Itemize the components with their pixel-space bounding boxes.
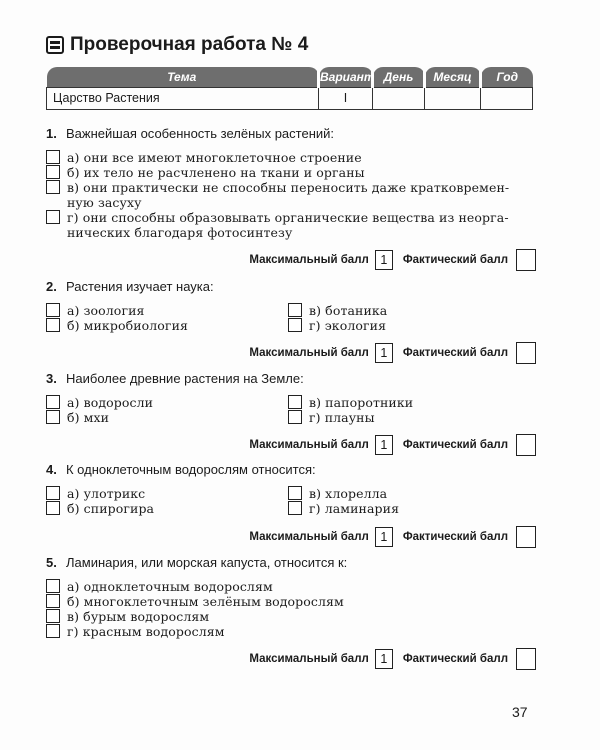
- answer-checkbox[interactable]: [46, 210, 60, 224]
- column-month: Месяц: [425, 67, 481, 87]
- question-number: 2.: [46, 279, 57, 294]
- answer-checkbox[interactable]: [288, 501, 302, 515]
- list-icon: [46, 36, 64, 54]
- option-d: г) экология: [288, 318, 530, 333]
- answer-checkbox[interactable]: [288, 410, 302, 424]
- option-b: б) спирогира: [46, 501, 288, 516]
- question-text: К одноклеточным водорослям относится:: [66, 462, 316, 477]
- option-c: в) папоротники: [288, 395, 530, 410]
- option-d: г) ламинария: [288, 501, 530, 516]
- answer-checkbox[interactable]: [46, 501, 60, 515]
- option-d: г) они способны образовывать органические вещества из неорга- нических благодаря фотосинтезу: [46, 210, 536, 240]
- option-b: б) их тело не расчленено на ткани и органы: [46, 165, 536, 180]
- max-score-box: 1: [375, 435, 393, 455]
- column-day: День: [373, 67, 425, 87]
- option-b: б) микробиология: [46, 318, 288, 333]
- column-year: Год: [481, 67, 533, 87]
- question-text: Важнейшая особенность зелёных растений:: [66, 126, 335, 141]
- score-row-5: Максимальный балл 1 Фактический балл: [249, 648, 536, 670]
- answer-checkbox[interactable]: [288, 486, 302, 500]
- page-title: Проверочная работа № 4: [70, 34, 309, 55]
- option-a: а) одноклеточным водорослям: [46, 579, 536, 594]
- column-topic: Тема: [47, 67, 319, 87]
- answer-checkbox[interactable]: [46, 318, 60, 332]
- variant-cell: I: [319, 87, 373, 109]
- question-number: 3.: [46, 371, 57, 386]
- header-table: [46, 67, 533, 110]
- question-4: [46, 462, 536, 516]
- topic-cell: Царство Растения: [47, 87, 319, 109]
- option-c: в) бурым водорослям: [46, 609, 536, 624]
- question-text: Растения изучает наука:: [66, 279, 214, 294]
- option-c: в) хлорелла: [288, 486, 530, 501]
- option-d: г) красным водорослям: [46, 624, 536, 639]
- answer-checkbox[interactable]: [46, 624, 60, 638]
- actual-score-box[interactable]: [516, 526, 536, 548]
- score-row-1: Максимальный балл 1 Фактический балл: [249, 249, 536, 271]
- question-number: 4.: [46, 462, 57, 477]
- question-3: [46, 371, 536, 425]
- answer-checkbox[interactable]: [46, 165, 60, 179]
- year-cell[interactable]: [481, 87, 533, 109]
- answer-checkbox[interactable]: [288, 395, 302, 409]
- answer-checkbox[interactable]: [46, 150, 60, 164]
- question-5: [46, 555, 536, 639]
- question-text: Ламинария, или морская капуста, относится к:: [66, 555, 348, 570]
- score-row-3: Максимальный балл 1 Фактический балл: [249, 434, 536, 456]
- max-score-box: 1: [375, 649, 393, 669]
- option-b: б) многоклеточным зелёным водорослям: [46, 594, 536, 609]
- option-a: а) улотрикс: [46, 486, 288, 501]
- option-b: б) мхи: [46, 410, 288, 425]
- day-cell[interactable]: [373, 87, 425, 109]
- answer-checkbox[interactable]: [46, 609, 60, 623]
- option-c: в) ботаника: [288, 303, 530, 318]
- actual-score-box[interactable]: [516, 648, 536, 670]
- max-score-box: 1: [375, 343, 393, 363]
- question-number: 1.: [46, 126, 57, 141]
- score-row-4: Максимальный балл 1 Фактический балл: [249, 526, 536, 548]
- question-number: 5.: [46, 555, 57, 570]
- answer-checkbox[interactable]: [46, 303, 60, 317]
- page-number: 37: [512, 704, 528, 720]
- answer-checkbox[interactable]: [288, 303, 302, 317]
- answer-checkbox[interactable]: [46, 486, 60, 500]
- option-d: г) плауны: [288, 410, 530, 425]
- month-cell[interactable]: [425, 87, 481, 109]
- answer-checkbox[interactable]: [46, 180, 60, 194]
- actual-score-box[interactable]: [516, 249, 536, 271]
- actual-score-box[interactable]: [516, 342, 536, 364]
- column-variant: Вариант: [319, 67, 373, 87]
- page-title-row: [46, 34, 308, 56]
- actual-score-box[interactable]: [516, 434, 536, 456]
- option-a: а) водоросли: [46, 395, 288, 410]
- answer-checkbox[interactable]: [46, 410, 60, 424]
- question-1: [46, 126, 536, 240]
- answer-checkbox[interactable]: [46, 594, 60, 608]
- option-a: а) зоология: [46, 303, 288, 318]
- max-score-box: 1: [375, 527, 393, 547]
- question-2: [46, 279, 536, 333]
- answer-checkbox[interactable]: [46, 395, 60, 409]
- answer-checkbox[interactable]: [46, 579, 60, 593]
- option-a: а) они все имеют многоклеточное строение: [46, 150, 536, 165]
- max-score-box: 1: [375, 250, 393, 270]
- question-text: Наиболее древние растения на Земле:: [66, 371, 304, 386]
- score-row-2: Максимальный балл 1 Фактический балл: [249, 342, 536, 364]
- option-c: в) они практически не способны переносить даже кратковремен- ную засуху: [46, 180, 536, 210]
- answer-checkbox[interactable]: [288, 318, 302, 332]
